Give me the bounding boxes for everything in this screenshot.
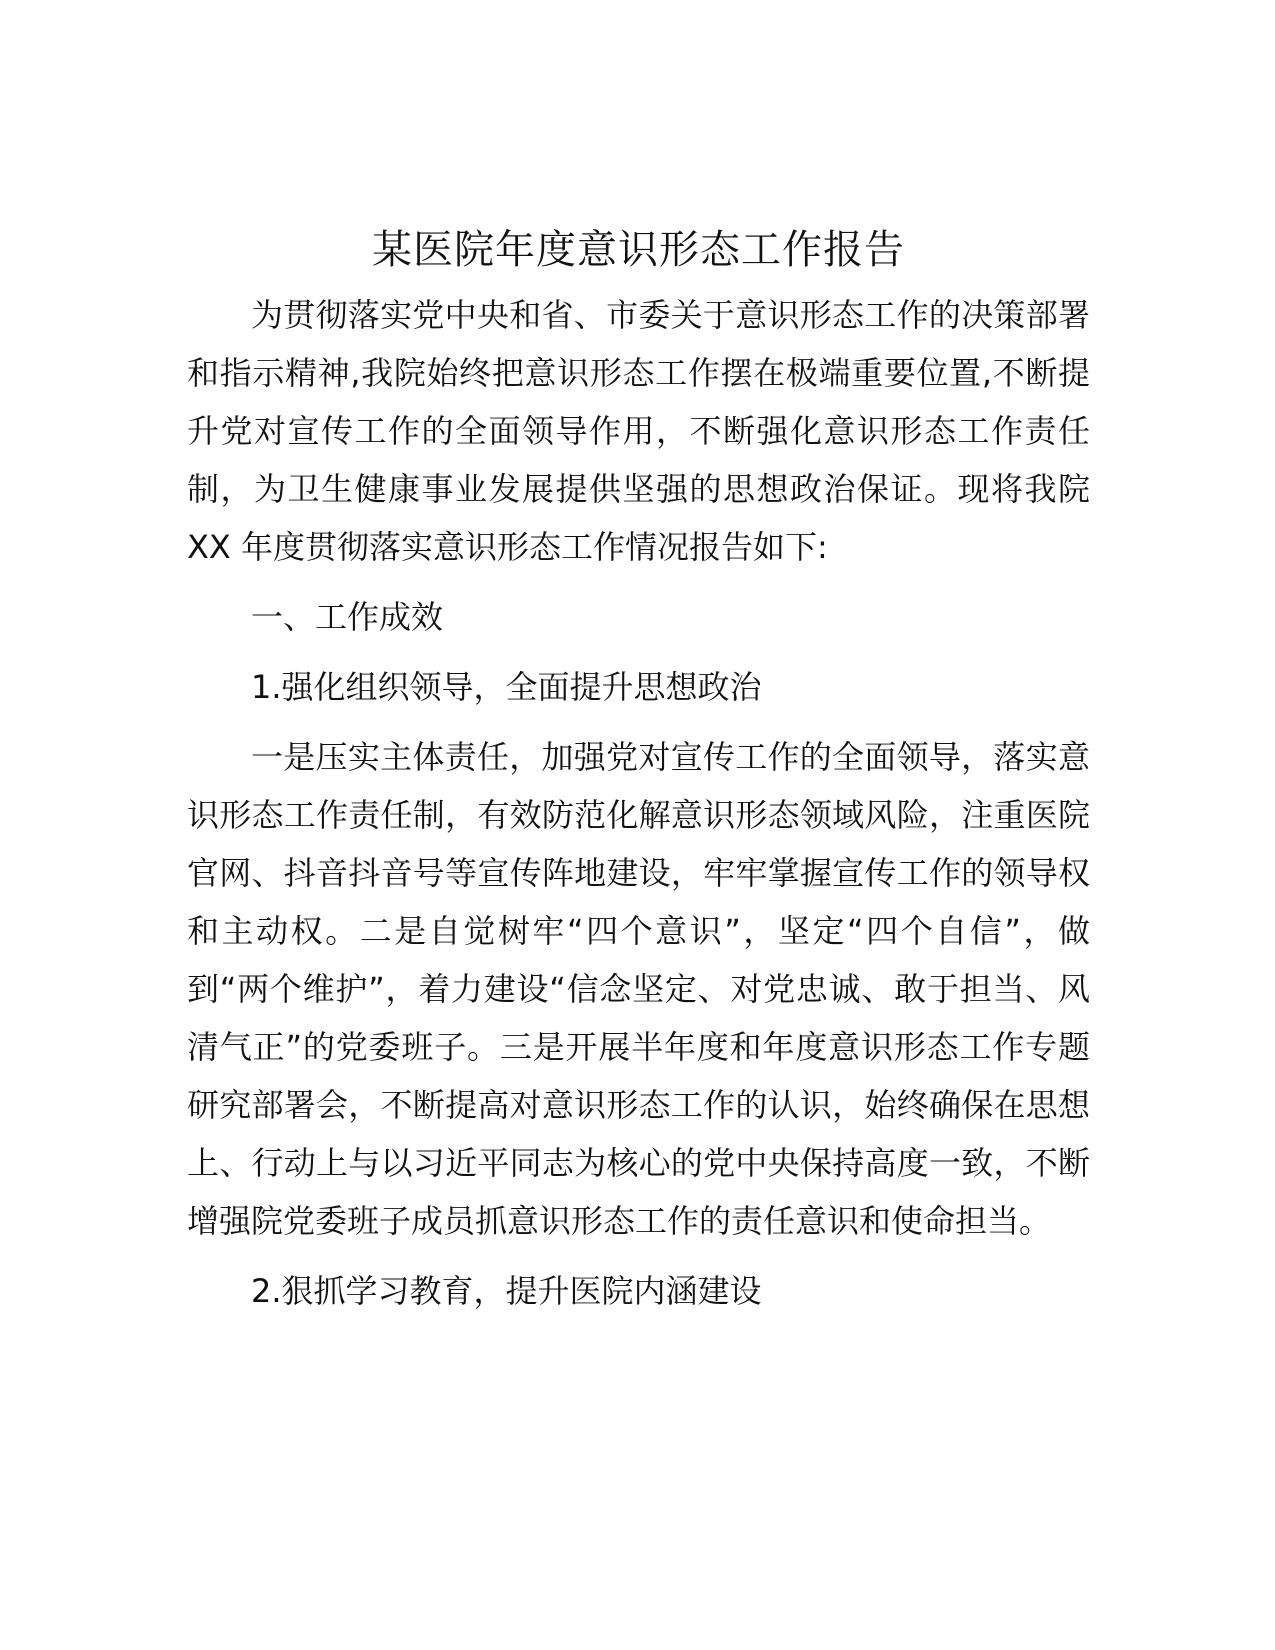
document-title: 某医院年度意识形态工作报告 [372, 227, 905, 273]
intro-paragraph: 为贯彻落实党中央和省、市委关于意识形态工作的决策部署和指示精神,我院始终把意识形态工作摆在极端重要位置,不断提升党对宣传工作的全面领导作用，不断强化意识形态工作责任制，为卫生健康事业发展提供坚强的思想政治保证。现将我院 XX 年度贯彻落实意识形态工作情况报告如下: [187, 296, 1090, 566]
item-heading-1: 1.强化组织领导，全面提升思想政治 [251, 668, 762, 706]
section-heading-achievements: 一、工作成效 [251, 598, 444, 636]
item-heading-2: 2.狠抓学习教育，提升医院内涵建设 [251, 1272, 762, 1310]
document-body [187, 220, 1090, 1320]
item-paragraph-1: 一是压实主体责任，加强党对宣传工作的全面领导，落实意识形态工作责任制，有效防范化解意识形态领域风险，注重医院官网、抖音抖音号等宣传阵地建设，牢牢掌握宣传工作的领导权和主动权。二是自觉树牢“四个意识”，坚定“四个自信”，做到“两个维护”，着力建设“信念坚定、对党忠诚、敢于担当、风清气正”的党委班子。三是开展半年度和年度意识形态工作专题研究部署会，不断提高对意识形态工作的认识，始终确保在思想上、行动上与以习近平同志为核心的党中央保持高度一致，不断增强院党委班子成员抓意识形态工作的责任意识和使命担当。 [187, 738, 1090, 1240]
